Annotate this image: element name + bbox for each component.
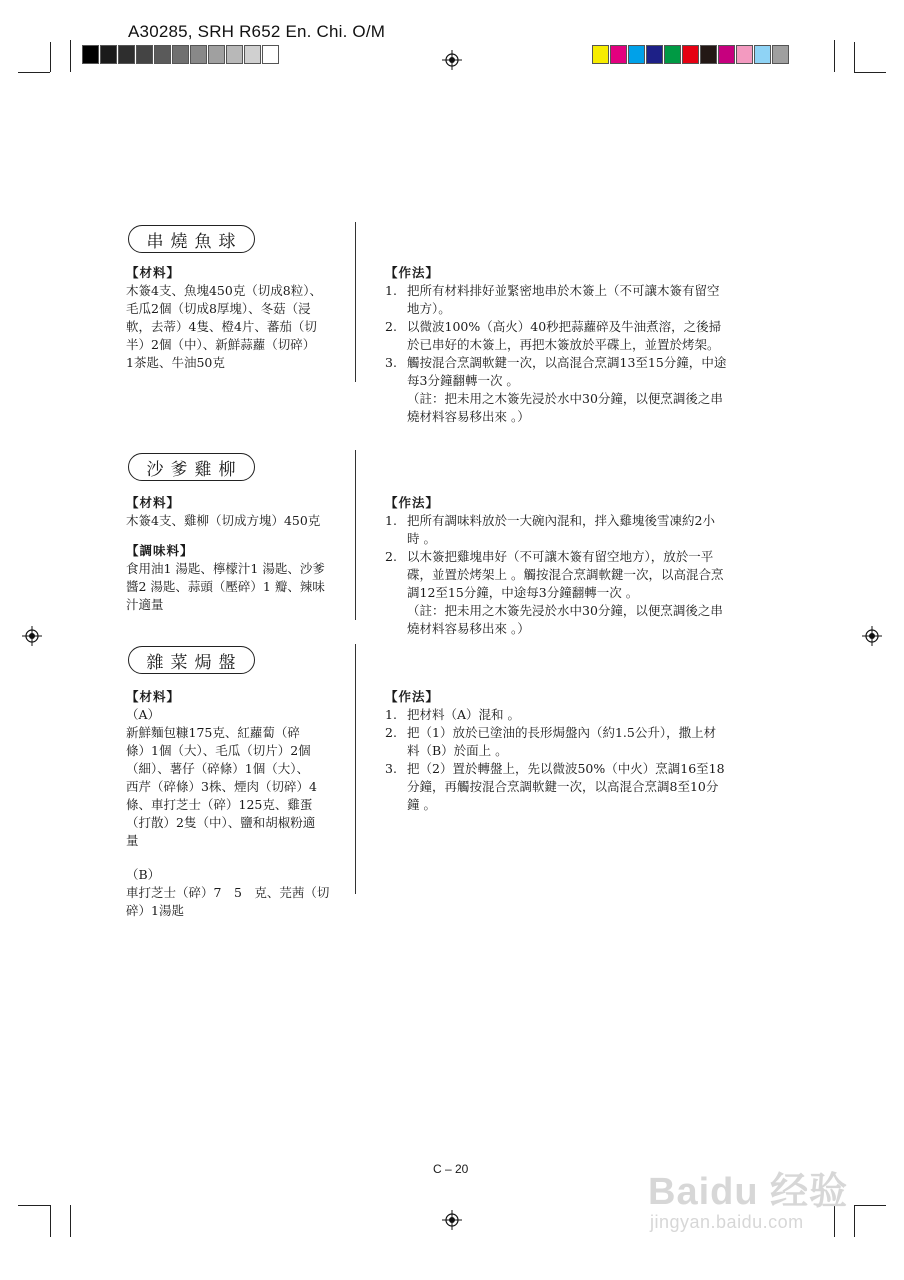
method-step — [385, 760, 780, 814]
step-text: 料（B）於面上 。 — [407, 743, 508, 758]
ingredient-line: 半）2個（中）、新鮮蒜蘿（切碎） — [126, 337, 316, 352]
step-text: 分鐘，再觸按混合烹調軟鍵一次，以高混合烹調8至10分 — [407, 779, 719, 794]
color-swatch — [682, 45, 699, 64]
color-swatch — [628, 45, 645, 64]
registration-mark-icon — [442, 1210, 462, 1230]
watermark — [648, 1150, 868, 1250]
step-text: 地方）。 — [407, 301, 451, 316]
step-text: 碟，並置於烤架上 。觸按混合烹調軟鍵一次，以高混合烹 — [407, 567, 724, 582]
color-swatch — [754, 45, 771, 64]
watermark-brand: Baidu 经验 — [648, 1171, 849, 1213]
step-number: 3. — [385, 355, 397, 370]
gray-swatch — [262, 45, 279, 64]
color-calibration-bar — [592, 45, 790, 64]
ingredients-heading: 【材料】 — [126, 689, 181, 704]
gray-swatch — [190, 45, 207, 64]
color-swatch — [610, 45, 627, 64]
method-step — [385, 354, 780, 390]
method-block — [385, 688, 780, 814]
step-number: 1. — [385, 283, 397, 298]
gray-swatch — [244, 45, 261, 64]
method-heading: 【作法】 — [385, 265, 440, 280]
ingredients-block — [126, 688, 352, 920]
note-line: 燒材料容易移出來 。） — [407, 409, 530, 424]
ingredient-line: 毛瓜2個（切成8厚塊）、冬菇（浸 — [126, 301, 311, 316]
color-swatch — [718, 45, 735, 64]
step-text: 把所有材料排好並緊密地串於木簽上（不可讓木簽有留空 — [407, 283, 720, 298]
grayscale-calibration-bar — [82, 45, 280, 64]
document-code: A30285, SRH R652 En. Chi. O/M — [128, 22, 386, 41]
step-text: 把材料（A）混和 。 — [407, 707, 521, 722]
color-swatch — [700, 45, 717, 64]
step-text: 於已串好的木簽上，再把木簽放於平碟上，並置於烤架。 — [407, 337, 720, 352]
watermark-url: jingyan.baidu.com — [650, 1212, 804, 1232]
method-block — [385, 264, 780, 426]
recipe-title: 雜菜焗盤 — [128, 646, 255, 674]
registration-mark-icon — [442, 50, 462, 70]
recipe-note — [385, 390, 780, 426]
step-text: 把所有調味料放於一大碗內混和，拌入雞塊後雪凍約2小 — [407, 513, 715, 528]
page-number: C – 20 — [433, 1162, 469, 1176]
ingredient-line: 1茶匙、牛油50克 — [126, 355, 225, 370]
ingredients-block — [126, 264, 352, 372]
method-step — [385, 548, 780, 602]
ingredient-line: 條、車打芝士（碎）125克、雞蛋 — [126, 797, 313, 812]
method-step — [385, 512, 780, 548]
step-text: 把（1）放於已塗油的長形焗盤內（約1.5公升），撒上材 — [407, 725, 717, 740]
group-b-label: （B） — [126, 867, 161, 882]
method-step — [385, 282, 780, 318]
seasoning-heading: 【調味料】 — [126, 543, 194, 558]
ingredient-line: 新鮮麵包糠175克、紅蘿蔔（碎 — [126, 725, 300, 740]
step-text: 每3分鐘翻轉一次 。 — [407, 373, 519, 388]
gray-swatch — [172, 45, 189, 64]
color-swatch — [592, 45, 609, 64]
step-number: 2. — [385, 319, 397, 334]
note-line: （註：把未用之木簽先浸於水中30分鐘，以便烹調後之串 — [407, 603, 723, 618]
gray-swatch — [208, 45, 225, 64]
recipe-note — [385, 602, 780, 638]
gray-swatch — [118, 45, 135, 64]
gray-swatch — [100, 45, 117, 64]
ingredient-line: 碎）1湯匙 — [126, 903, 184, 918]
step-number: 2. — [385, 725, 397, 740]
seasoning-line: 食用油1 湯匙、檸檬汁1 湯匙、沙爹 — [126, 561, 325, 576]
recipe-title: 串燒魚球 — [128, 225, 255, 253]
step-text: 鐘 。 — [407, 797, 436, 812]
method-step — [385, 724, 780, 760]
step-text: 以木簽把雞塊串好（不可讓木簽有留空地方），放於一平 — [407, 549, 714, 564]
seasoning-line: 醬2 湯匙、蒜頭（壓碎）1 瓣、辣味 — [126, 579, 325, 594]
color-swatch — [772, 45, 789, 64]
step-number: 1. — [385, 513, 397, 528]
seasoning-line: 汁適量 — [126, 597, 164, 612]
ingredient-line: 車打芝士（碎）7 5 克、芫茜（切 — [126, 885, 330, 900]
ingredient-line: （細）、薯仔（碎條）1個（大）、 — [126, 761, 309, 776]
ingredients-heading: 【材料】 — [126, 265, 181, 280]
ingredient-line: 量 — [126, 833, 139, 848]
color-swatch — [646, 45, 663, 64]
ingredient-line: 木簽4支、魚塊450克（切成8粒）、 — [126, 283, 323, 298]
registration-mark-icon — [22, 626, 42, 646]
note-line: （註：把未用之木簽先浸於水中30分鐘，以便烹調後之串 — [407, 391, 723, 406]
step-number: 2. — [385, 549, 397, 564]
gray-swatch — [82, 45, 99, 64]
ingredient-line: 西芹（碎條）3株、煙肉（切碎）4 — [126, 779, 317, 794]
step-text: 時 。 — [407, 531, 436, 546]
color-swatch — [664, 45, 681, 64]
method-heading: 【作法】 — [385, 689, 440, 704]
ingredient-line: 軟，去蒂）4隻、橙4片、蕃茄（切 — [126, 319, 317, 334]
step-text: 把（2）置於轉盤上，先以微波50%（中火）烹調16至18 — [407, 761, 725, 776]
column-divider — [355, 222, 356, 382]
group-a-label: （A） — [126, 707, 161, 722]
step-number: 1. — [385, 707, 397, 722]
registration-mark-icon — [862, 626, 882, 646]
gray-swatch — [154, 45, 171, 64]
ingredient-line: 條）1個（大）、毛瓜（切片）2個 — [126, 743, 311, 758]
gray-swatch — [136, 45, 153, 64]
method-block — [385, 494, 780, 638]
ingredients-heading: 【材料】 — [126, 495, 181, 510]
recipe-title: 沙爹雞柳 — [128, 453, 255, 481]
column-divider — [355, 450, 356, 620]
step-text: 觸按混合烹調軟鍵一次，以高混合烹調13至15分鐘，中途 — [407, 355, 727, 370]
ingredient-line: （打散）2隻（中）、鹽和胡椒粉適 — [126, 815, 316, 830]
step-number: 3. — [385, 761, 397, 776]
ingredients-block — [126, 494, 352, 614]
method-heading: 【作法】 — [385, 495, 440, 510]
step-text: 調12至15分鐘，中途每3分鐘翻轉一次 。 — [407, 585, 639, 600]
note-line: 燒材料容易移出來 。） — [407, 621, 530, 636]
gray-swatch — [226, 45, 243, 64]
method-step — [385, 706, 780, 724]
step-text: 以微波100%（高火）40秒把蒜蘿碎及牛油煮溶，之後掃 — [407, 319, 722, 334]
ingredient-line: 木簽4支、雞柳（切成方塊）450克 — [126, 513, 321, 528]
column-divider — [355, 644, 356, 894]
color-swatch — [736, 45, 753, 64]
method-step — [385, 318, 780, 354]
